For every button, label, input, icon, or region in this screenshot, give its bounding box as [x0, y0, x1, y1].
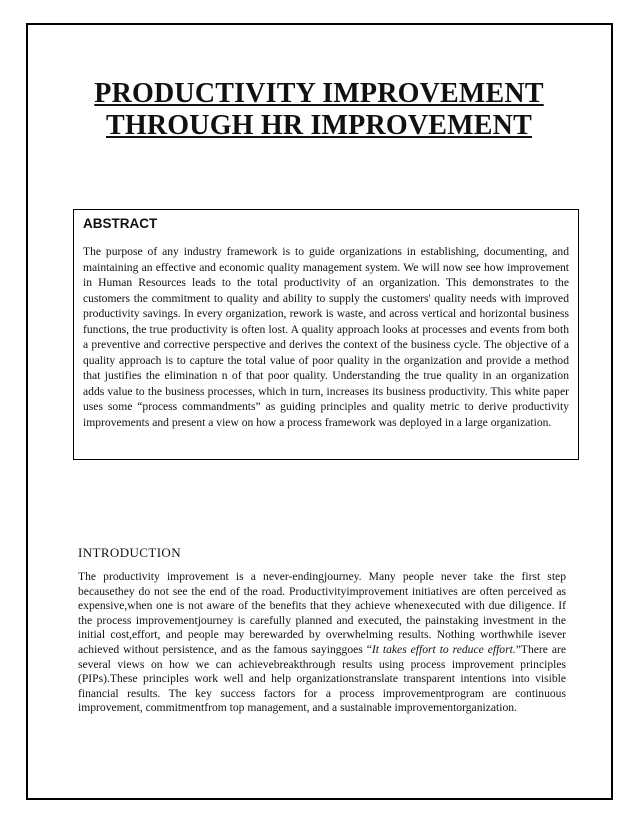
abstract-heading: ABSTRACT	[83, 216, 158, 231]
introduction-quote: It takes effort to reduce effort.	[371, 642, 516, 656]
title-line-1: PRODUCTIVITY IMPROVEMENT	[94, 78, 544, 109]
abstract-text: The purpose of any industry framework is to guide organizations in establishing, documenting, and maintaining an effective and economic quality management system. We will now see how improvement in Human Resources leads to the total productivity of an organization. This demonstrates to the customers the commitment to quality and ability to supply the customers' quality needs with improved productivity savings. In every organization, rework is waste, and across vertical and horizontal business functions, the true productivity is often lost. A quality approach looks at processes and events from both a preventive and corrective perspective and derives the context of the business cycle. The objective of a quality approach is to capture the total value of poor quality in the organization and provide a method that justifies the elimination n of that poor quality. Understanding the true quality in an organization adds value to the business processes, which in turn, increases its business productivity. This white paper uses some “process commandments” as guiding principles and quality metric to derive productivity improvements and present a view on how a process framework was deployed in a large organization.	[83, 245, 569, 429]
introduction-text-part-2: ”There are several views on how we can achievebreakthrough results using process improvement principles (PIPs).These principles work well and help organizationstranslate transparent intentions into visible financial results. The key success factors for a process improvementprogram are continuous improvement, commitmentfrom top management, and a sustainable improvementorganization.	[78, 642, 566, 715]
abstract-box	[73, 209, 579, 460]
introduction-text	[78, 570, 566, 716]
introduction-text-part-1: The productivity improvement is a never-endingjourney. Many people never take the first step becausethey do not see the end of the road. Productivityimprovement initiatives are often perceived as expensive,when one is not aware of the benefits that they achieve whenexecuted with due diligence. If the process improvementjourney is carefully planned and executed, the painstaking investment in the initial cost,effort, and people may berewarded by overwhelming results. Nothing worthwhile isever achieved without persistence, and as the famous sayinggoes “	[78, 570, 566, 656]
document-title	[60, 78, 578, 142]
introduction-heading: INTRODUCTION	[78, 545, 182, 560]
title-line-2: THROUGH HR IMPROVEMENT	[106, 110, 532, 141]
